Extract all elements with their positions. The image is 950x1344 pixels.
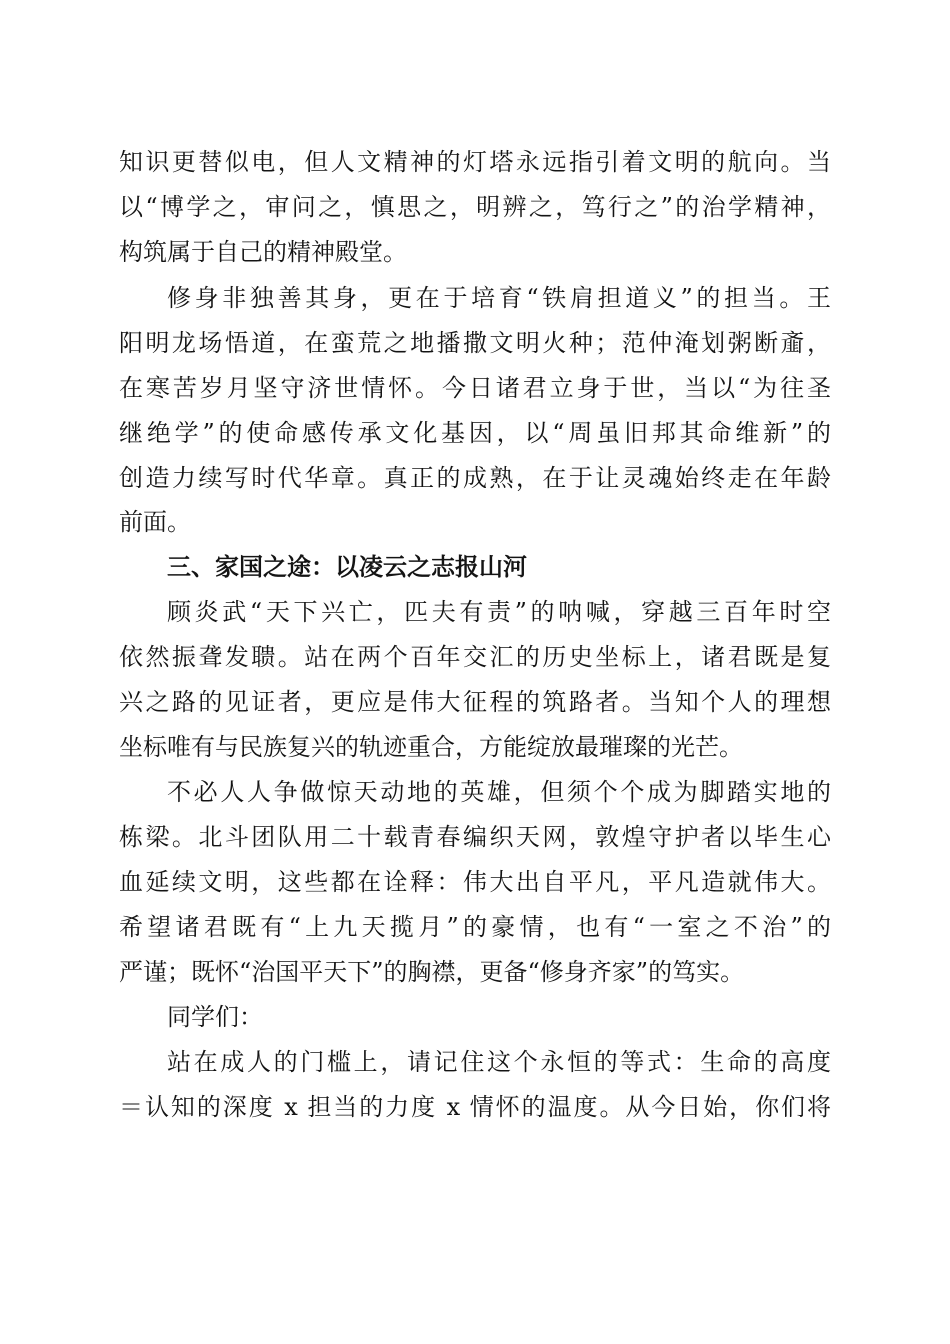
text-line: 构筑属于自己的精神殿堂。	[119, 238, 407, 266]
text-line: 顾炎武“天下兴亡，匹夫有责”的呐喊，穿越三百年时空	[167, 598, 831, 626]
text-line: ＝认知的深度 x 担当的力度 x 情怀的温度。从今日始，你们将	[119, 1093, 831, 1121]
text-line: 修身非独善其身，更在于培育“铁肩担道义”的担当。王	[167, 284, 831, 312]
text-line: 不必人人争做惊天动地的英雄，但须个个成为脚踏实地的	[167, 778, 831, 806]
text-line: 血延续文明，这些都在诠释：伟大出自平凡，平凡造就伟大。	[119, 868, 831, 896]
text-line: 以“博学之，审问之，慎思之，明辨之，笃行之”的治学精神，	[119, 193, 831, 221]
text-line: 在寒苦岁月坚守济世情怀。今日诸君立身于世，当以“为往圣	[119, 374, 831, 402]
text-line: 知识更替似电，但人文精神的灯塔永远指引着文明的航向。当	[119, 148, 831, 176]
text-line: 希望诸君既有“上九天揽月”的豪情，也有“一室之不治”的	[119, 913, 831, 941]
text-line: 前面。	[119, 508, 191, 536]
text-line: 严谨；既怀“治国平天下”的胸襟，更备“修身齐家”的笃实。	[119, 958, 745, 986]
text-line: 依然振聋发聩。站在两个百年交汇的历史坐标上，诸君既是复	[119, 643, 831, 671]
salutation: 同学们：	[167, 1003, 263, 1031]
text-line: 站在成人的门槛上，请记住这个永恒的等式：生命的高度	[167, 1048, 831, 1076]
section-heading: 三、家国之途：以凌云之志报山河	[167, 553, 527, 581]
text-line: 继绝学”的使命感传承文化基因，以“周虽旧邦其命维新”的	[119, 419, 831, 447]
text-line: 兴之路的见证者，更应是伟大征程的筑路者。当知个人的理想	[119, 688, 831, 716]
text-line: 坐标唯有与民族复兴的轨迹重合，方能绽放最璀璨的光芒。	[119, 733, 743, 761]
text-line: 栋梁。北斗团队用二十载青春编织天网，敦煌守护者以毕生心	[119, 823, 831, 851]
text-line: 创造力续写时代华章。真正的成熟，在于让灵魂始终走在年龄	[119, 464, 831, 492]
text-line: 阳明龙场悟道，在蛮荒之地播撒文明火种；范仲淹划粥断齑，	[119, 329, 831, 357]
